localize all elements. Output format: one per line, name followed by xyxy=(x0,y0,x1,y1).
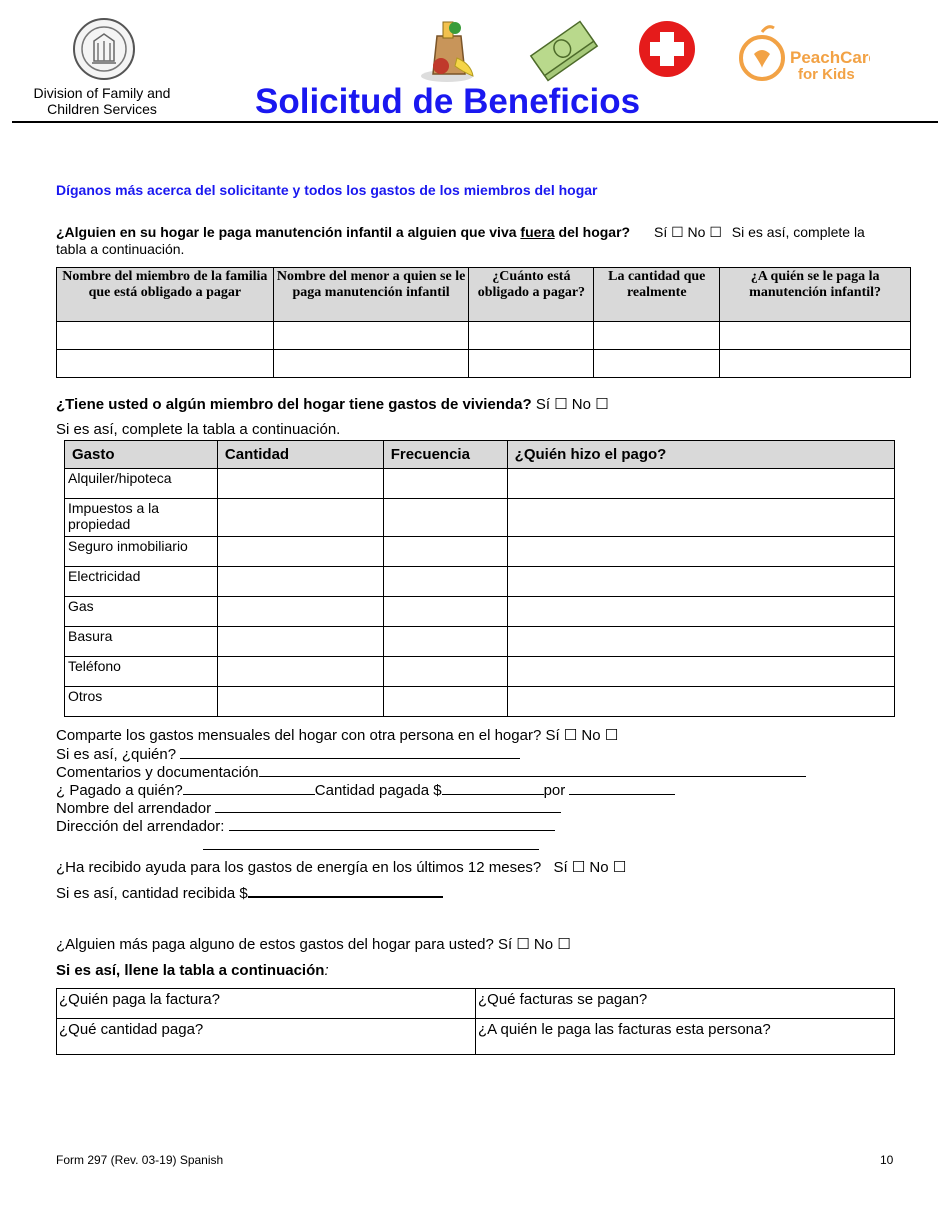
paid-to-label: ¿ Pagado a quién? xyxy=(56,782,183,799)
shared-who-line xyxy=(56,744,520,763)
expense-label: Electricidad xyxy=(65,567,218,597)
shared-who-field[interactable] xyxy=(180,744,520,759)
energy-amount-label: Si es así, cantidad recibida $ xyxy=(56,885,248,902)
table-row xyxy=(57,322,911,350)
expense-label: Gas xyxy=(65,597,218,627)
column-header: ¿Quién hizo el pago? xyxy=(507,441,894,469)
child-support-question xyxy=(56,224,866,258)
table-cell[interactable] xyxy=(594,350,720,378)
organization-name xyxy=(22,85,182,117)
table-cell[interactable] xyxy=(383,657,507,687)
table-cell[interactable] xyxy=(469,350,594,378)
table-cell[interactable] xyxy=(383,499,507,537)
others-pay-instruction-text: Si es así, llene la tabla a continuación xyxy=(56,962,325,979)
column-header: ¿A quién se le paga la manutención infantil? xyxy=(720,268,911,322)
org-line-1: Division of Family and xyxy=(33,85,171,101)
page-number: 10 xyxy=(880,1153,894,1167)
others-pay-instruction-colon: : xyxy=(324,962,329,979)
org-line-2: Children Services xyxy=(47,101,157,117)
others-pay-instruction xyxy=(56,962,329,979)
paid-to-whom-cell[interactable]: ¿A quién le paga las facturas esta persona? xyxy=(476,1019,895,1055)
column-header: Nombre del menor a quien se le paga manutención infantil xyxy=(273,268,469,322)
landlord-address-field[interactable] xyxy=(229,816,555,831)
paid-to-field[interactable] xyxy=(183,780,315,795)
column-header: Gasto xyxy=(65,441,218,469)
table-cell[interactable] xyxy=(57,350,274,378)
table-cell[interactable] xyxy=(383,469,507,499)
child-support-yes-no[interactable]: Sí ☐ No ☐ xyxy=(653,224,722,240)
table-row xyxy=(65,597,895,627)
table-cell[interactable] xyxy=(273,350,469,378)
table-row xyxy=(65,627,895,657)
amount-paid-cell[interactable]: ¿Qué cantidad paga? xyxy=(57,1019,476,1055)
energy-question xyxy=(56,858,626,876)
section-heading: Díganos más acerca del solicitante y todos los gastos de los miembros del hogar xyxy=(56,182,598,198)
peachcare-line-2: for Kids xyxy=(798,66,855,83)
table-cell[interactable] xyxy=(217,567,383,597)
groceries-icon xyxy=(417,14,489,86)
table-row xyxy=(65,469,895,499)
comments-label: Comentarios y documentación xyxy=(56,764,259,781)
housing-instruction: Si es así, complete la tabla a continuación. xyxy=(56,421,341,438)
table-cell[interactable] xyxy=(507,469,894,499)
expense-label: Otros xyxy=(65,687,218,717)
landlord-address-line xyxy=(56,816,555,835)
child-support-table xyxy=(56,267,911,378)
money-icon xyxy=(528,16,600,86)
energy-q-text: ¿Ha recibido ayuda para los gastos de energía en los últimos 12 meses? xyxy=(56,859,542,876)
table-row xyxy=(57,1019,895,1055)
landlord-name-field[interactable] xyxy=(215,798,561,813)
landlord-name-line xyxy=(56,798,561,817)
table-cell[interactable] xyxy=(383,537,507,567)
child-support-q-pre: ¿Alguien en su hogar le paga manutención infantil a alguien que viva xyxy=(56,224,521,240)
table-row xyxy=(65,657,895,687)
comments-line xyxy=(56,762,806,781)
bills-paid-cell[interactable]: ¿Qué facturas se pagan? xyxy=(476,989,895,1019)
per-label: por xyxy=(543,782,566,799)
energy-yes-no[interactable]: Sí ☐ No ☐ xyxy=(553,859,627,876)
table-cell[interactable] xyxy=(217,469,383,499)
table-cell[interactable] xyxy=(507,567,894,597)
table-row xyxy=(65,499,895,537)
table-cell[interactable] xyxy=(507,627,894,657)
who-pays-cell[interactable]: ¿Quién paga la factura? xyxy=(57,989,476,1019)
table-cell[interactable] xyxy=(217,499,383,537)
table-header-row xyxy=(65,441,895,469)
comments-field[interactable] xyxy=(259,762,806,777)
column-header: Frecuencia xyxy=(383,441,507,469)
table-cell[interactable] xyxy=(217,687,383,717)
expense-label: Impuestos a la propiedad xyxy=(65,499,218,537)
housing-q-text: ¿Tiene usted o algún miembro del hogar tiene gastos de vivienda? xyxy=(56,396,532,413)
header-divider xyxy=(12,121,938,123)
table-cell[interactable] xyxy=(383,597,507,627)
form-id: Form 297 (Rev. 03-19) Spanish xyxy=(56,1153,224,1167)
landlord-name-label: Nombre del arrendador xyxy=(56,800,212,817)
child-support-q-underlined: fuera xyxy=(520,224,555,240)
table-cell[interactable] xyxy=(507,537,894,567)
table-cell[interactable] xyxy=(507,687,894,717)
georgia-seal-icon xyxy=(72,17,136,81)
table-cell[interactable] xyxy=(594,322,720,350)
housing-yes-no[interactable]: Sí ☐ No ☐ xyxy=(535,396,609,413)
table-cell[interactable] xyxy=(217,597,383,627)
table-cell[interactable] xyxy=(273,322,469,350)
landlord-address-label: Dirección del arrendador: xyxy=(56,818,225,835)
table-cell[interactable] xyxy=(507,657,894,687)
table-cell[interactable] xyxy=(383,687,507,717)
table-header-row xyxy=(57,268,911,322)
expense-label: Teléfono xyxy=(65,657,218,687)
energy-amount-field[interactable] xyxy=(248,882,443,898)
per-field[interactable] xyxy=(569,780,675,795)
table-cell[interactable] xyxy=(383,567,507,597)
peachcare-logo-icon xyxy=(738,22,870,84)
column-header: La cantidad que realmente xyxy=(594,268,720,322)
table-cell[interactable] xyxy=(57,322,274,350)
table-cell[interactable] xyxy=(720,322,911,350)
table-row xyxy=(65,537,895,567)
table-cell[interactable] xyxy=(507,499,894,537)
table-cell[interactable] xyxy=(383,627,507,657)
expense-label: Basura xyxy=(65,627,218,657)
others-pay-question: ¿Alguien más paga alguno de estos gastos del hogar para usted? Sí ☐ No ☐ xyxy=(56,936,571,953)
table-row xyxy=(57,989,895,1019)
child-support-instruction: Si es así, complete la tabla a continuación. xyxy=(56,224,865,257)
page-title: Solicitud de Beneficios xyxy=(255,82,641,121)
peachcare-line-1: PeachCare xyxy=(790,48,870,67)
housing-expenses-table xyxy=(64,440,895,717)
table-row xyxy=(65,687,895,717)
expense-label: Seguro inmobiliario xyxy=(65,537,218,567)
amount-paid-field[interactable] xyxy=(442,780,544,795)
others-pay-table xyxy=(56,988,895,1055)
energy-amount-line xyxy=(56,882,443,902)
medical-cross-icon xyxy=(638,20,696,78)
shared-expenses-question: Comparte los gastos mensuales del hogar con otra persona en el hogar? Sí ☐ No ☐ xyxy=(56,727,619,744)
table-cell[interactable] xyxy=(217,537,383,567)
table-cell[interactable] xyxy=(720,350,911,378)
expense-label: Alquiler/hipoteca xyxy=(65,469,218,499)
column-header: Nombre del miembro de la familia que está obligado a pagar xyxy=(57,268,274,322)
table-cell[interactable] xyxy=(469,322,594,350)
table-cell[interactable] xyxy=(217,627,383,657)
table-cell[interactable] xyxy=(507,597,894,627)
amount-paid-label: Cantidad pagada $ xyxy=(314,782,442,799)
table-row xyxy=(65,567,895,597)
paid-to-line xyxy=(56,780,675,799)
shared-who-label: Si es así, ¿quién? xyxy=(56,746,177,763)
column-header: ¿Cuánto está obligado a pagar? xyxy=(469,268,594,322)
table-cell[interactable] xyxy=(217,657,383,687)
housing-question xyxy=(56,395,609,413)
table-row xyxy=(57,350,911,378)
child-support-q-post: del hogar? xyxy=(554,224,631,240)
column-header: Cantidad xyxy=(217,441,383,469)
landlord-address-field-2[interactable] xyxy=(203,849,539,850)
